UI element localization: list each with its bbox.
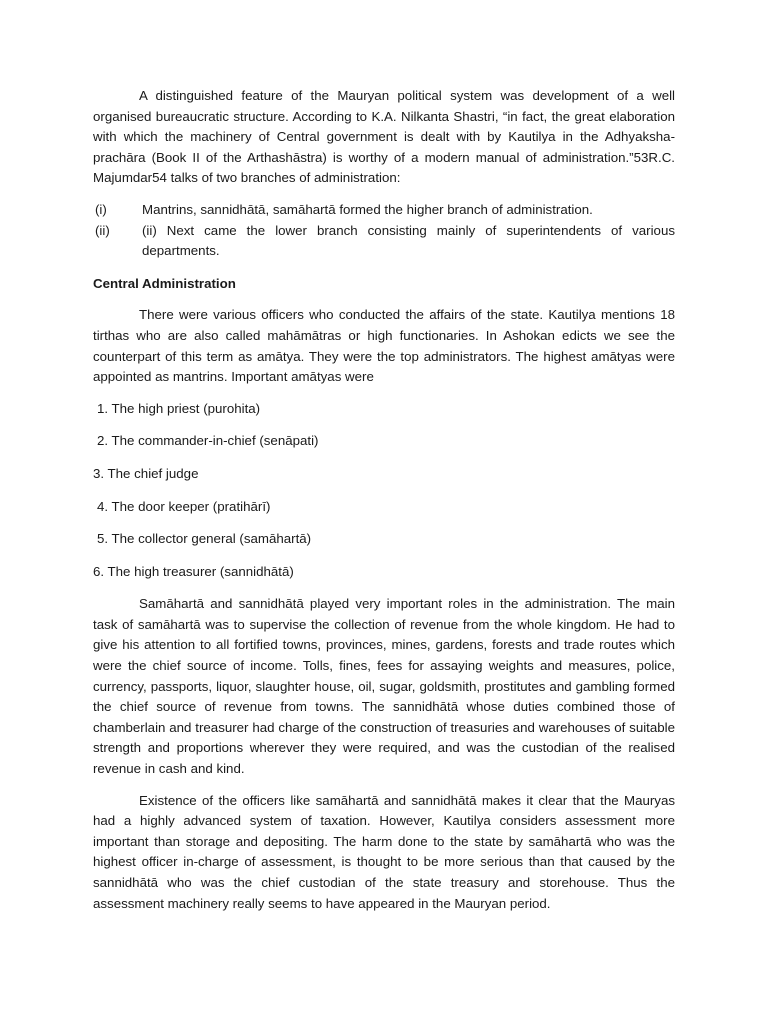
list-item	[93, 200, 675, 221]
list-item: 5. The collector general (samāhartā)	[97, 531, 312, 547]
list-item-number: (i)	[95, 201, 107, 217]
list-item-text: Mantrins, sannidhātā, samāhartā formed the higher branch of administration.	[142, 201, 593, 217]
list-item-text: (ii) Next came the lower branch consisting mainly of superintendents of various departments.	[142, 222, 675, 259]
list-item: 4. The door keeper (pratihārī)	[97, 498, 271, 514]
list-item: 3. The chief judge	[93, 465, 199, 481]
list-item-number: (ii)	[95, 222, 110, 238]
list-item: 2. The commander-in-chief (senāpati)	[97, 433, 319, 449]
central-paragraph: There were various officers who conducted the affairs of the state. Kautilya mentions 18 tirthas who are also called mahāmātras or high functionaries. In Ashokan edicts we see the counterpart of this term as amātya. They were the top administrators. The highest amātyas were appointed as mantrins. Important amātyas were	[93, 307, 675, 385]
officers-list	[93, 399, 675, 583]
branches-list	[93, 200, 675, 262]
section-heading: Central Administration	[93, 275, 236, 291]
document-page	[93, 86, 675, 914]
intro-paragraph: A distinguished feature of the Mauryan political system was development of a well organised bureaucratic structure. According to K.A. Nilkanta Shastri, “in fact, the great elaboration with which the machinery of Central government is dealt with by Kautilya in the Adhyaksha-prachāra (Book II of the Arthashāstra) is worthy of a modern manual of administration.”53R.C. Majumdar54 talks of two branches of administration:	[93, 88, 675, 186]
taxation-paragraph: Existence of the officers like samāhartā and sannidhātā makes it clear that the Mauryas had a highly advanced system of taxation. However, Kautilya considers assessment more important than storage and depositing. The harm done to the state by samāhartā who was the highest officer in-charge of assessment, is thought to be more serious than that caused by the sannidhātā who was the chief custodian of the state treasury and storehouse. Thus the assessment machinery really seems to have appeared in the Mauryan period.	[93, 792, 675, 911]
list-item: 1. The high priest (purohita)	[97, 400, 261, 416]
list-item: 6. The high treasurer (sannidhātā)	[93, 563, 294, 579]
list-item	[93, 221, 675, 262]
roles-paragraph: Samāhartā and sannidhātā played very important roles in the administration. The main task of samāhartā was to supervise the collection of revenue from the whole kingdom. He had to give his attention to all fortified towns, provinces, mines, gardens, forests and trade routes which were the chief source of income. Tolls, fines, fees for assaying weights and measures, police, currency, passports, liquor, slaughter house, oil, sugar, goldsmith, prostitutes and gambling formed the chief source of revenue from towns. The sannidhātā whose duties combined those of chamberlain and treasurer had charge of the construction of treasuries and warehouses of suitable strength and proportions wherever they were required, and was the custodian of the realised revenue in cash and kind.	[93, 596, 675, 777]
